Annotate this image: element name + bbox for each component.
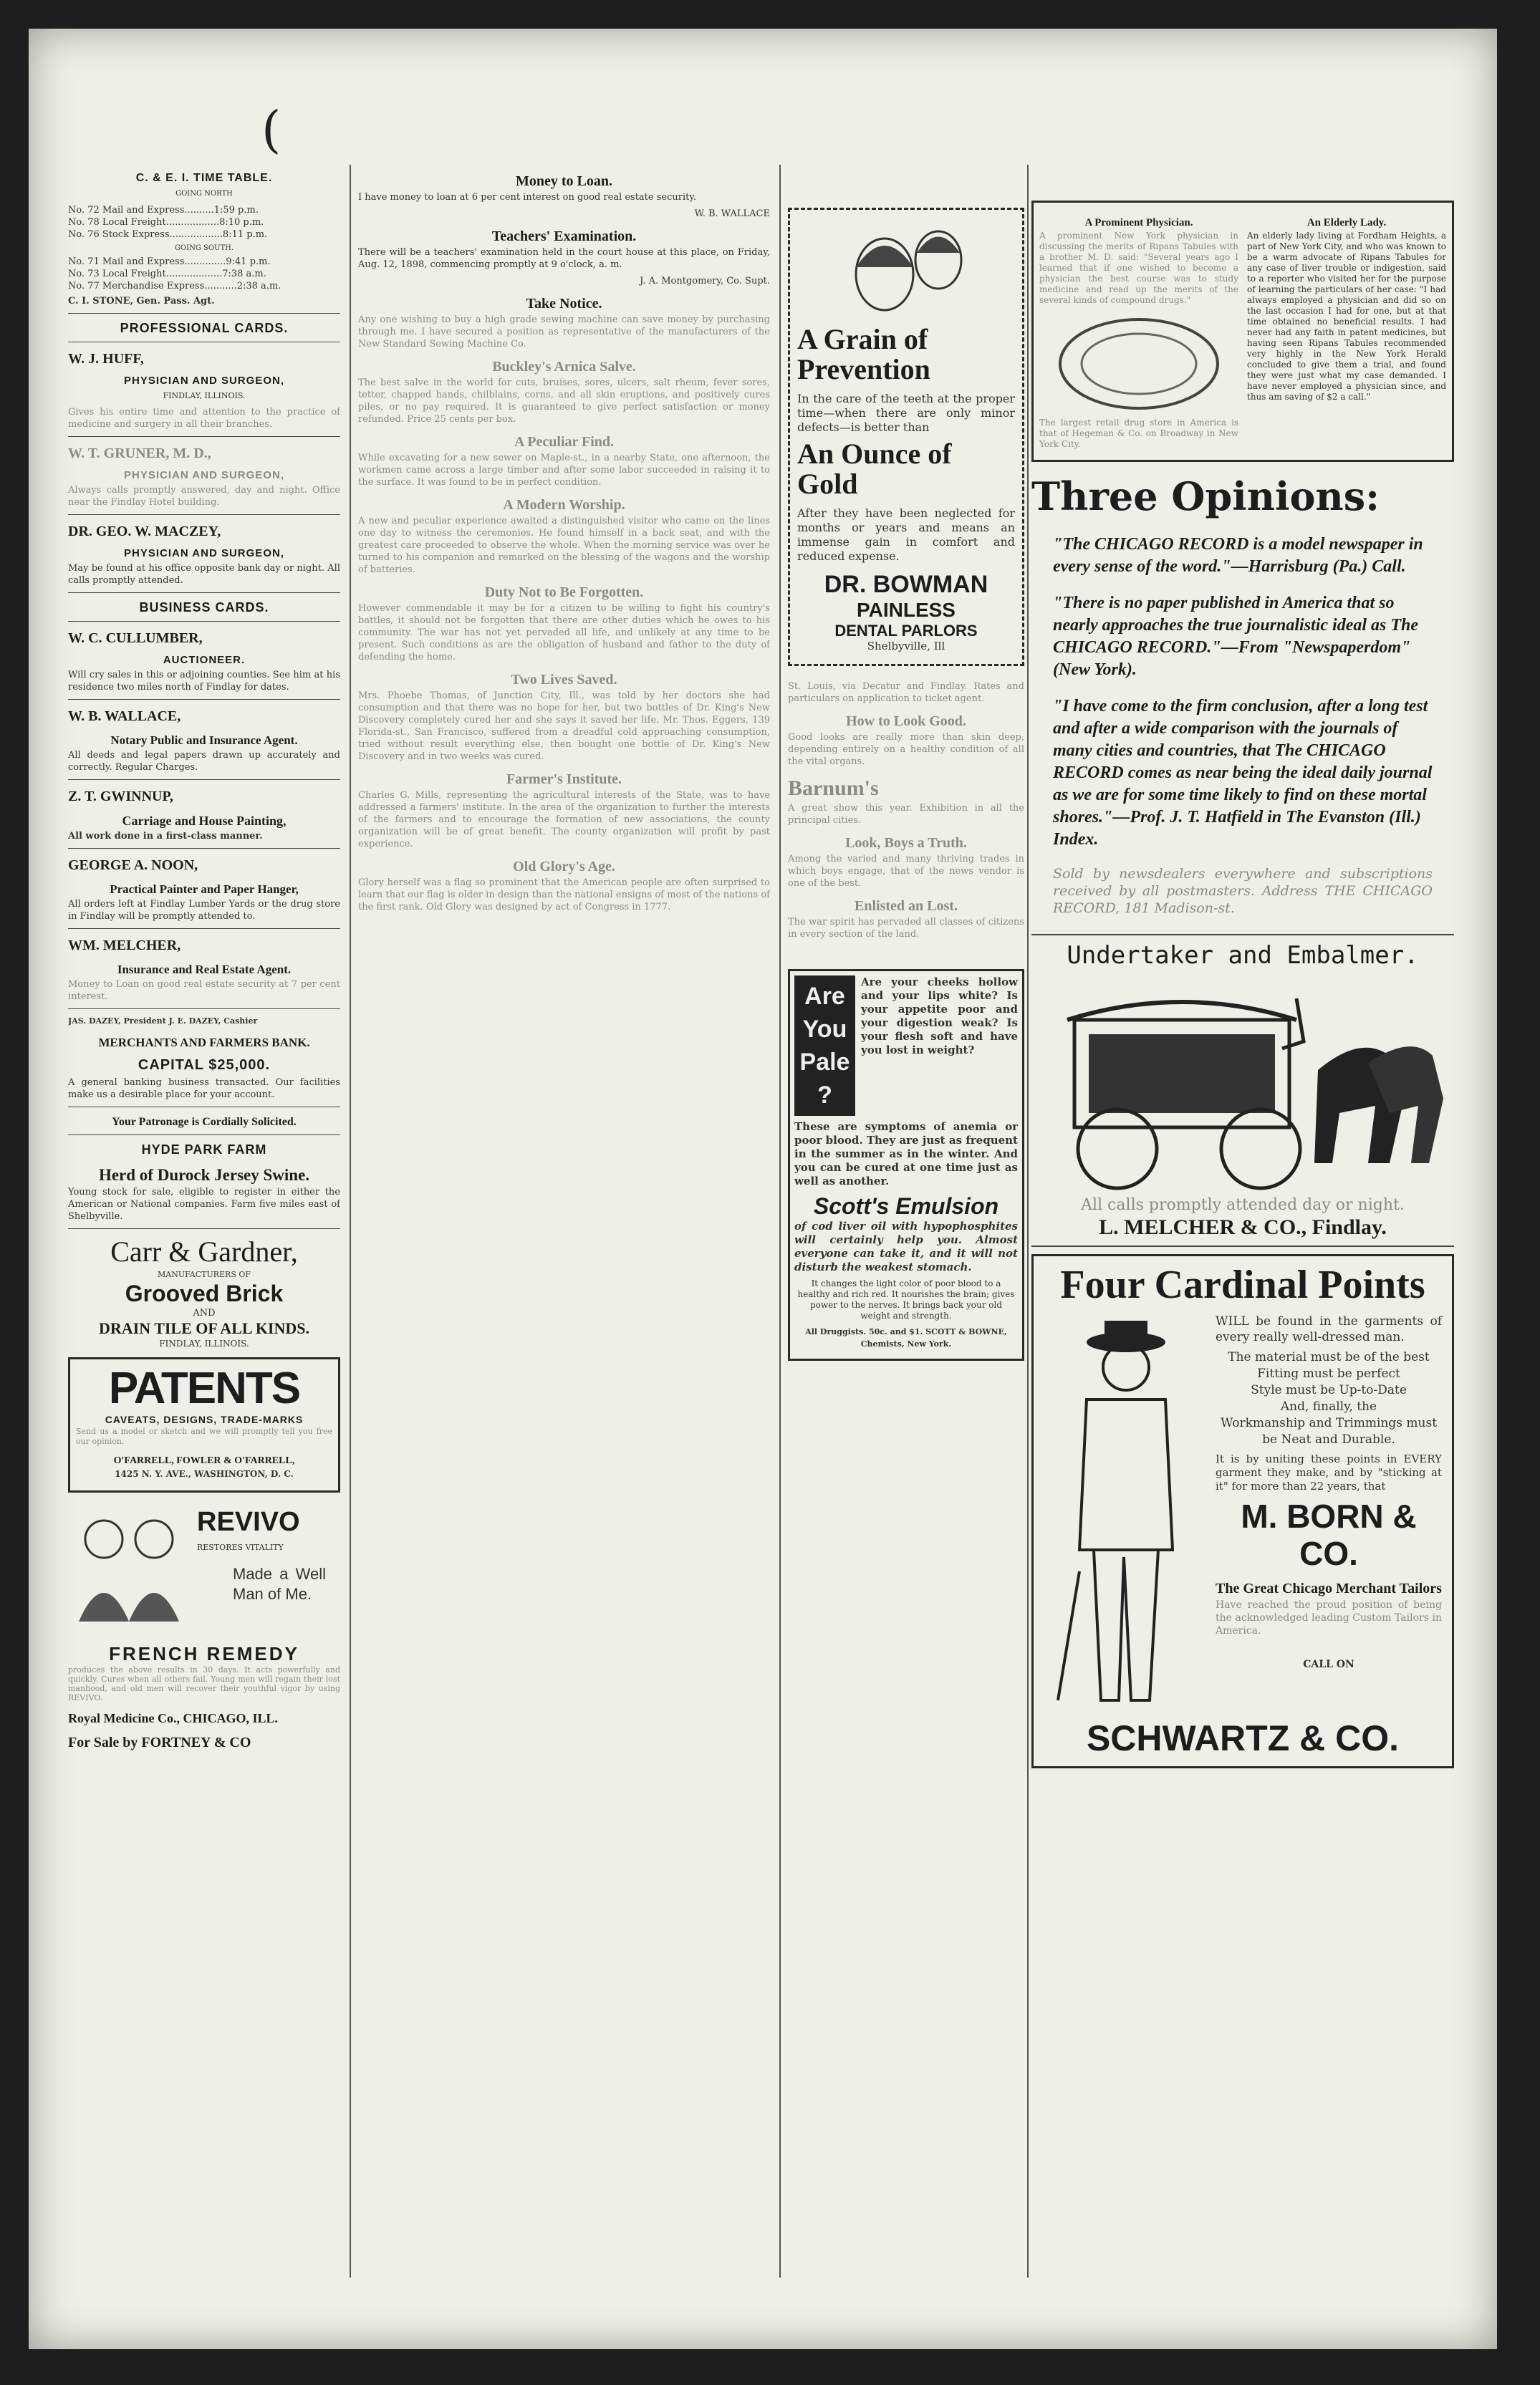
are-you-pale: Are You Pale ?	[794, 975, 855, 1116]
farmers-institute: Farmer's Institute.	[506, 771, 622, 787]
noon-name: GEORGE A. NOON,	[68, 857, 198, 873]
tailor-ad: Four Cardinal Points WILL be found in the garments of every really well-dressed man. The material must be of the best Fitting must be perfect Style must be Up-to-Date And, finally, the Workmanship and Trimmings must be Neat and Durable. It is by uniting these points in EVERY garment they make, and by "sticking at it" for more than 22 years, that M. BORN & CO. The Great Chicago Merchant Tailors Have reached the proud position of being the acknowledged leading Custom Tailors in America. CALL ON SCHWARTZ & CO.	[1031, 1254, 1454, 1768]
gentleman-illustration	[1044, 1314, 1208, 1715]
agent-line: C. I. STONE, Gen. Pass. Agt.	[68, 296, 215, 307]
scotts-emulsion: Scott's Emulsion	[813, 1193, 999, 1219]
huff-name: W. J. HUFF,	[68, 351, 144, 367]
grain-prevention: A Grain of Prevention	[797, 323, 930, 385]
manufacturers-of: MANUFACTURERS OF	[157, 1270, 251, 1279]
arnica-title: Buckley's Arnica Salve.	[492, 359, 636, 375]
royal-medicine: Royal Medicine Co., CHICAGO, ILL.	[68, 1711, 279, 1725]
column-1: C. & E. I. TIME TABLE. GOING NORTH No. 72 Mail and Express..........1:59 p.m. No. 78 Local Freight..................8:10 p.m. No. 76 Stock Express..................8:11 p.m. GOING SOUTH. No. 71 Mail and Express..............9:41 p.m. No. 73 Local Freight...................7:38 a.m. No. 77 Merchandise Express...........2:38 a.m. C. I. STONE, Gen. Pass. Agt. PROFESSIONAL CARDS. W. J. HUFF, PHYSICIAN AND SURGEON, FINDLAY, ILLINOIS. Gives his entire time and attention to the practice of medicine and surgery in all their branches. W. T. GRUNER, M. D., PHYSICIAN AND SURGEON, Always calls promptly answered, day and night. Office near the Findlay Hotel building. DR. GEO. W. MACZEY, PHYSICIAN AND SURGEON, May be found at his office opposite bank day or night. All calls promptly attended. BUSINESS CARDS. W. C. CULLUMBER, AUCTIONEER. Will cry sales in this or adjoining counties. See him at his residence two miles north of Findlay for dates. W. B. WALLACE, Notary Public and Insurance Agent. All deeds and legal papers drawn up accurately and correctly. Regular Charges. Z. T. GWINNUP, Carriage and House Painting, All work done in a first-class manner. GEORGE A. NOON, Practical Painter and Paper Hanger, All orders left at Findlay Lumber Yards or the drug store in Findlay will be promptly attended to. WM. MELCHER, Insurance and Real Estate Agent. Money to Loan on good real estate security at 7 per cent interest. JAS. DAZEY, President J. E. DAZEY, Cashier MERCHANTS AND FARMERS BANK. CAPITAL $25,000. A general banking business transacted. Our facilities make us a desirable place for your account. Your Patronage is Cordially Solicited. HYDE PARK FARM Herd of Durock Jersey Swine. Young stock for sale, eligible to register in either the American or National companies. Farm five miles east of Shelbyville. Carr & Gardner, MANUFACTURERS OF Grooved Brick AND DRAIN TILE OF ALL KINDS. FINDLAY, ILLINOIS. PATENTS CAVEATS, DESIGNS, TRADE-MARKS Send us a model or sketch and we will promptly tell you free our opinion. O'FARRELL, FOWLER & O'FARRELL, 1425 N. Y. AVE., WASHINGTON, D. C. REVIVO RESTORES VITALITY Made a Well Man of Me. FRENCH REMEDY produces the above results in 30 days. It acts powerfully and quickly. Cures when all others fail. Young men will regain their lost manhood, and old men will recover their youthful vigor by using REVIVO. Royal Medicine Co., CHICAGO, ILL. For Sale by FORTNEY & CO	[68, 172, 340, 1750]
call-on: CALL ON	[1303, 1659, 1354, 1670]
quote-1: "The CHICAGO RECORD is a model newspaper in every sense of the word."—Harrisburg (Pa.) Call.	[1053, 535, 1423, 576]
findlay-label: FINDLAY, ILLINOIS.	[163, 391, 246, 400]
gruner-title: PHYSICIAN AND SURGEON,	[124, 469, 284, 481]
huff-title: PHYSICIAN AND SURGEON,	[124, 375, 284, 387]
hearse-illustration	[1031, 970, 1454, 1199]
grooved-brick: Grooved Brick	[125, 1281, 284, 1306]
patents-heading: PATENTS	[108, 1364, 300, 1413]
patronage: Your Patronage is Cordially Solicited.	[112, 1116, 297, 1128]
how-to-look: How to Look Good.	[846, 713, 966, 729]
gruner-name: W. T. GRUNER, M. D.,	[68, 445, 211, 461]
money-signature: W. B. WALLACE	[694, 208, 770, 219]
melcher-title: Insurance and Real Estate Agent.	[117, 963, 292, 976]
schwartz-co: SCHWARTZ & CO.	[1086, 1718, 1400, 1758]
gwinnup-name: Z. T. GWINNUP,	[68, 789, 173, 804]
column-3: A Grain of Prevention In the care of the teeth at the proper time—when there are only minor defects—is better than An Ounce of Gold After they have been neglected for months or years and means an immense gain in comfort and reduced expense. DR. BOWMAN PAINLESS DENTAL PARLORS Shelbyville, Ill St. Louis, via Decatur and Findlay. Rates and particulars on application to ticket agent. How to Look Good. Good looks are really more than skin deep, depending entirely on a healthy condition of all the vital organs. Barnum's A great show this year. Exhibition in all the principal cities. Look, Boys a Truth. Among the varied and many thriving trades in which boys engage, that of the news vendor is one of the best. Enlisted an Lost. The war spirit has pervaded all classes of citizens in every section of the land. Are You Pale ? Are your cheeks hollow and your lips white? Is your appetite poor and your digestion weak? Is your flesh soft and have you lost in weight? These are symptoms of anemia or poor blood. They are just as frequent in the summer as in the winter. And you can be cured at one time just as well as another. Scott's Emulsion of cod liver oil with hypophosphites will certainly help you. Almost everyone can take it, and it will not disturb the weakest stomach. It changes the light color of poor blood to a healthy and rich red. It nourishes the brain; gives power to the nerves. It brings back your old weight and strength. All Druggists. 50c. and $1. SCOTT & BOWNE, Chemists, New York.	[788, 165, 1024, 2278]
point-2: Fitting must be perfect	[1257, 1367, 1400, 1381]
will-be-found: WILL be found in the garments of every really well-dressed man.	[1216, 1314, 1442, 1344]
wallace-note: All deeds and legal papers drawn up accurately and correctly. Regular Charges.	[68, 750, 340, 773]
pale-questions: Are your cheeks hollow and your lips white? Is your appetite poor and your digestion weak? Is your flesh soft and have you lost in weight?	[861, 975, 1018, 1056]
page-mark: (	[261, 100, 281, 159]
two-women-illustration	[806, 217, 1006, 324]
record-quotes	[1031, 519, 1454, 928]
undertaker-title: Undertaker and Embalmer.	[1067, 941, 1419, 970]
bank-capital: CAPITAL $25,000.	[138, 1057, 271, 1073]
column-2: Money to Loan. I have money to loan at 6 per cent interest on good real estate security. W. B. WALLACE Teachers' Examination. There will be a teachers' examination held in the court house at this place, on Friday, Aug. 12, 1898, commencing promptly at 9 o'clock, a. m. J. A. Montgomery, Co. Supt. Take Notice. Any one wishing to buy a high grade sewing machine can save money by purchasing through me. I have secured a position as representative of the manufacturers of the New Standard Sewing Machine Co. Buckley's Arnica Salve. The best salve in the world for cuts, bruises, sores, ulcers, salt rheum, fever sores, tetter, chapped hands, chilblains, corns, and all skin eruptions, and positively cures piles, or no pay required. It is guaranteed to give perfect satisfaction or money refunded. Price 25 cents per box. A Peculiar Find. While excavating for a new sewer on Maple-st., in a nearby State, one afternoon, the workmen came across a large timber and after some labor succeeded in raising it to the surface. It was found to be in perfect condition. A Modern Worship. A new and peculiar experience awaited a distinguished visitor who came on the lines one day to witness the ceremonies. He found himself in a back seat, and with the greatest care proceeded to observe the whole. When the morning service was over he turned to his companion and remarked on the blessing of the wagons and the worship of batteries. Duty Not to Be Forgotten. However commendable it may be for a citizen to be willing to fight his country's battles, it should not be forgotten that there are other duties which he owes to his community. The war has not yet pervaded all life, and unlikely at any time to be present. Such conditions as are the obligation of husband and father to the duty of defending the home. Two Lives Saved. Mrs. Phoebe Thomas, of Junction City, Ill., was told by her doctors she had consumption and that there was no hope for her, but two bottles of Dr. King's New Discovery completely cured her and she says it saved her life. Mr. Thos. Eggers, 139 Florida-st., San Francisco, suffered from a dreadful cold approaching consumption, tried without result everything else, then bought one bottle of Dr. King's New Discovery and in two weeks was cured. Farmer's Institute. Charles G. Mills, representing the agricultural interests of the State, was to have addressed a farmers' institute. In the area of the organization to further the interests of the farmers and to encourage the formation of new associations, the county organization will be of great benefit. The county organization will profit by past experience. Old Glory's Age. Glory herself was a flag so prominent that the American people are often surprised to learn that our flag is older in design than the national ensigns of most of the nations of the first rank. Old Glory was designed by act of Congress in 1777.	[358, 173, 770, 912]
barnums-title: Barnum's	[788, 776, 879, 800]
duty-title: Duty Not to Be Forgotten.	[484, 584, 644, 600]
cullumber-title: AUCTIONEER.	[163, 654, 246, 666]
point-1: The material must be of the best	[1228, 1350, 1430, 1364]
teachers-title: Teachers' Examination.	[491, 228, 637, 244]
column-rule	[1027, 165, 1029, 2278]
ofarrell-name: O'FARRELL, FOWLER & O'FARRELL,	[113, 1455, 295, 1466]
train-line: No. 71 Mail and Express..............9:41 p.m.	[68, 256, 271, 267]
peculiar-find: A Peculiar Find.	[514, 434, 615, 450]
quote-2: "There is no paper published in America that so nearly approaches the true journalistic ideal as The CHICAGO RECORD."—From "Newspaperdom" (New York).	[1053, 594, 1419, 679]
elderly-lady: An Elderly Lady.	[1306, 217, 1387, 228]
boys-title: Look, Boys a Truth.	[845, 835, 967, 851]
hyde-park-farm: HYDE PARK FARM	[141, 1142, 267, 1157]
gwinnup-note: All work done in a first-class manner.	[68, 831, 263, 842]
business-cards-header: BUSINESS CARDS.	[139, 600, 269, 615]
scotts-foot: It changes the light color of poor blood to a healthy and rich red. It nourishes the brain; gives power to the nerves. It brings back your old weight and strength.	[797, 1278, 1015, 1321]
cullumber-name: W. C. CULLUMBER,	[68, 630, 203, 646]
findlay-label: FINDLAY, ILLINOIS.	[159, 1339, 249, 1349]
made-well-text: Made a Well Man of Me.	[233, 1565, 326, 1603]
m-born-co: M. BORN & CO.	[1241, 1498, 1417, 1572]
fortney: For Sale by FORTNEY & CO	[68, 1735, 251, 1750]
column-rule	[350, 165, 351, 2278]
wallace-title: Notary Public and Insurance Agent.	[110, 733, 298, 747]
grain-text: In the care of the teeth at the proper time—when there are only minor defects—is better than	[797, 392, 1015, 434]
point-3: Style must be Up-to-Date	[1251, 1383, 1407, 1397]
dental-parlors: DENTAL PARLORS	[834, 622, 978, 640]
ripans-ad: A Prominent Physician. A prominent New York physician in discussing the merits of Ripans Tabules with a brother M. D. said: "Several years ago I learned that if one wished to become a physician the best course was to study medicine and read up the merits of the several kinds of compound drugs." The largest retail drug store in America is that of Hegeman & Co. on Broadway in New York City. An Elderly Lady. An elderly lady living at Fordham Heights, a part of New York City, and who was known to be a warm advocate of Ripans Tabules for any case of liver trouble or indigestion, said to a reporter who visited her for the purpose of learning the particulars of her case: "I had always employed a physician and did so on the last occasion I had for one, but at that time obtained no beneficial results. I had never had any faith in patent medicines, but having seen Ripans Tabules recommended very highly in the New York Herald concluded to give them a trial, and found they were just what my case demanded. I have never employed a physician since, and thus am saving of $2 a call."	[1031, 201, 1454, 462]
dr-bowman: DR. BOWMAN	[824, 571, 988, 598]
professional-cards-header: PROFESSIONAL CARDS.	[120, 321, 289, 335]
going-south: GOING SOUTH.	[174, 244, 234, 252]
revivo-title: REVIVO	[197, 1507, 300, 1537]
sold-by: Sold by newsdealers everywhere and subscriptions received by all postmasters. Address THE CHICAGO RECORD, 181 Madison-st.	[1053, 866, 1433, 916]
point-5: Workmanship and Trimmings must be Neat and Durable.	[1220, 1416, 1438, 1447]
painless: PAINLESS	[857, 599, 956, 621]
bank-officers: JAS. DAZEY, President J. E. DAZEY, Cashier	[68, 1016, 258, 1026]
pale-text: These are symptoms of anemia or poor blood. They are just as frequent in the summer as in the winter. And you can be cured at one time just as well as another.	[794, 1120, 1018, 1187]
prominent-physician: A Prominent Physician.	[1084, 217, 1193, 228]
french-remedy: FRENCH REMEDY	[109, 1643, 299, 1664]
column-rule	[779, 165, 781, 2278]
ounce-text: After they have been neglected for months or years and means an immense gain in comfort and reduced expense.	[797, 506, 1015, 563]
scotts-text: of cod liver oil with hypophosphites will certainly help you. Almost everyone can take it, and it will not disturb the weakest stomach.	[794, 1220, 1018, 1273]
timetable-title: C. & E. I. TIME TABLE.	[135, 172, 273, 184]
scotts-company: All Druggists. 50c. and $1. SCOTT & BOWNE, Chemists, New York.	[805, 1327, 1007, 1349]
quote-3: "I have come to the firm conclusion, after a long test and after a wide comparison with the journals of many cities and countries, that The CHICAGO RECORD comes as near being the ideal daily journal as we are for some time likely to find on these mortal shores."—Prof. J. T. Hatfield in The Evanston (Ill.) Index.	[1053, 697, 1433, 849]
wallace-name: W. B. WALLACE,	[68, 708, 181, 724]
train-line: No. 73 Local Freight...................7:38 a.m.	[68, 269, 266, 279]
revivo-ad	[68, 1500, 340, 1643]
two-lives: Two Lives Saved.	[511, 672, 617, 688]
melcher-company: L. MELCHER & CO., Findlay.	[1099, 1215, 1387, 1239]
column-4	[1031, 165, 1454, 2278]
maczey-name: DR. GEO. W. MACZEY,	[68, 524, 221, 539]
and-label: AND	[193, 1308, 216, 1319]
take-notice: Take Notice.	[526, 296, 602, 312]
three-opinions: Three Opinions:	[1031, 473, 1380, 519]
restores-label: RESTORES VITALITY	[197, 1543, 284, 1552]
ounce-gold: An Ounce of Gold	[797, 438, 952, 500]
going-north: GOING NORTH	[175, 190, 233, 198]
gwinnup-title: Carriage and House Painting,	[122, 814, 287, 828]
shelbyville: Shelbyville, Ill	[867, 640, 945, 652]
old-glory: Old Glory's Age.	[513, 859, 615, 874]
point-4: And, finally, the	[1280, 1399, 1377, 1414]
dentist-ad	[788, 208, 1024, 666]
ripans-logo-illustration	[1053, 310, 1225, 418]
train-line: No. 78 Local Freight..................8:10 p.m.	[68, 217, 264, 228]
modern-worship: A Modern Worship.	[503, 497, 625, 513]
enlisted-title: Enlisted an Lost.	[855, 898, 958, 914]
four-cardinal-points: Four Cardinal Points	[1060, 1263, 1425, 1307]
two-men-illustration	[68, 1507, 190, 1629]
teachers-signature: J. A. Montgomery, Co. Supt.	[640, 276, 770, 286]
great-chicago: The Great Chicago Merchant Tailors	[1216, 1581, 1442, 1596]
train-line: No. 72 Mail and Express..........1:59 p.m.	[68, 205, 259, 216]
noon-title: Practical Painter and Paper Hanger,	[110, 882, 299, 896]
carr-gardner: Carr & Gardner,	[110, 1235, 298, 1268]
caveats-label: CAVEATS, DESIGNS, TRADE-MARKS	[105, 1414, 304, 1425]
bank-name: MERCHANTS AND FARMERS BANK.	[98, 1036, 310, 1049]
maczey-title: PHYSICIAN AND SURGEON,	[124, 547, 284, 559]
jersey-herd: Herd of Durock Jersey Swine.	[98, 1166, 310, 1184]
money-title: Money to Loan.	[516, 173, 612, 189]
train-line: No. 76 Stock Express..................8:11 p.m.	[68, 229, 268, 240]
melcher-name: WM. MELCHER,	[68, 938, 181, 953]
scotts-ad	[788, 969, 1024, 1361]
patent-address: 1425 N. Y. AVE., WASHINGTON, D. C.	[115, 1469, 294, 1479]
train-line: No. 77 Merchandise Express...........2:38 a.m.	[68, 281, 281, 292]
drain-tile: DRAIN TILE OF ALL KINDS.	[98, 1319, 310, 1337]
all-calls: All calls promptly attended day or night.	[1081, 1196, 1405, 1214]
